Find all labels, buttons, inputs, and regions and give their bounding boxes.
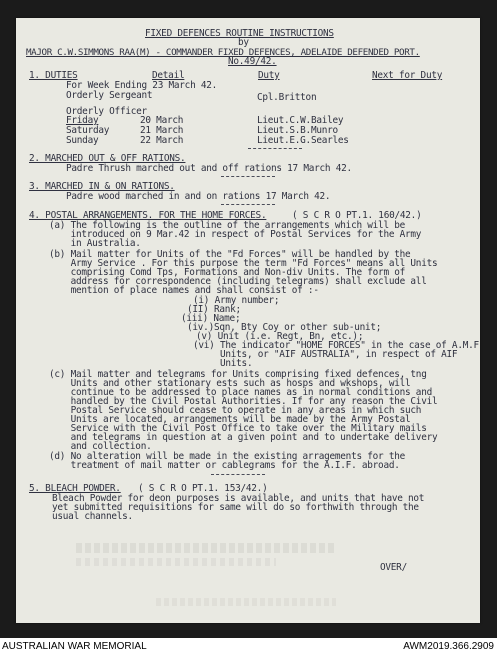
section-4c-line: (c) Mail matter and telegrams for Units comprising fixed defences, tng: [49, 369, 427, 380]
document-author: MAJOR C.W.SIMMONS RAA(M) - COMMANDER FIXED DEFENCES, ADELAIDE DEFENDED PORT.: [26, 47, 420, 58]
footer-accession-number: AWM2019.366.2909: [403, 641, 494, 652]
section-4b-line: Army Service . For this purpose the term "Fd Forces" means all Units: [49, 258, 438, 269]
section-4a-line: in Australia.: [49, 238, 141, 249]
address-list-item: (II) Rank;: [187, 304, 241, 315]
address-list-item: (i) Army number;: [193, 295, 280, 306]
section-4c-line: Postal Service should cease to operate in any areas in which such: [49, 405, 422, 416]
section-5-line: usual channels.: [52, 511, 133, 522]
address-list-item: Units, or "AIF AUSTRALIA", in respect of AIF: [193, 349, 458, 360]
section-3-text: Padre wood marched in and on rations 17 March 42.: [66, 191, 331, 202]
footer-institution: AUSTRALIAN WAR MEMORIAL: [2, 641, 147, 652]
duty-officer: Lieut.E.G.Searles: [257, 135, 349, 146]
over-note: OVER/: [380, 562, 407, 573]
duty-date: 22 March: [140, 135, 184, 146]
section-divider: [211, 474, 265, 475]
address-list-item: (v) Unit (i.e. Regt, Bn, etc.);: [196, 331, 364, 342]
document-by: by: [238, 37, 249, 48]
address-list-item: (iv.)Sqn, Bty Coy or other sub-unit;: [187, 322, 382, 333]
section-4b-line: (b) Mail matter for Units of the "Fd Forces" will be handled by the: [49, 249, 411, 260]
section-4b-line: comprising Comd Tps, Formations and Non-div Units. The form of: [49, 267, 406, 278]
section-divider: [248, 148, 302, 149]
duty-date: 21 March: [140, 125, 184, 136]
section-4c-line: handled by the Civil Postal Authorities. If for any reason the Civil: [49, 396, 438, 407]
address-list-item: (vi) The indicator "HOME FORCES" in the case of A.M.F: [193, 340, 479, 351]
section-4c-line: Service with the Civil Post Office to take over the Military mails: [49, 423, 427, 434]
document-title: FIXED DEFENCES ROUTINE INSTRUCTIONS: [145, 28, 334, 39]
section-4b-line: mention of place names and shall consist of :-: [49, 285, 319, 296]
section-4b-line: address for correspondence (including telegrams) shall exclude all: [49, 276, 427, 287]
address-list-item: Units.: [193, 358, 253, 369]
orderly-sergeant-name: Cpl.Britton: [257, 92, 317, 103]
show-through-mark: [156, 598, 336, 606]
duty-day: Saturday: [66, 125, 110, 136]
week-ending: For Week Ending 23 March 42.: [66, 80, 218, 91]
col-detail: Detail: [152, 70, 185, 81]
duty-officer: Lieut.C.W.Bailey: [257, 115, 344, 126]
col-duty: Duty: [258, 70, 280, 81]
document-page: [16, 18, 480, 623]
address-list-item: (iii) Name;: [181, 313, 241, 324]
section-4c-line: and collection.: [49, 441, 152, 452]
section-4c-line: continue to be addressed to place names as in normal conditions and: [49, 387, 432, 398]
section-4d-line: treatment of mail matter or cablegrams for the A.I.F. abroad.: [49, 460, 400, 471]
section-4-ref: ( S C R O PT.1. 160/42.): [292, 210, 422, 221]
section-5-line: yet submitted requisitions for same will do so forthwith through the: [52, 502, 419, 513]
section-4-heading: 4. POSTAL ARRANGEMENTS. FOR THE HOME FORCES.: [29, 210, 267, 221]
section-4c-line: and telegrams in question at a given point and to undertake delivery: [49, 432, 438, 443]
show-through-mark: [76, 558, 276, 566]
duty-day: Friday: [66, 115, 99, 126]
show-through-mark: [76, 543, 336, 553]
section-4c-line: Units are located, arrangements will be made by the Army Postal: [49, 414, 411, 425]
section-divider: [221, 176, 275, 177]
section-2-text: Padre Thrush marched out and off rations 17 March 42.: [66, 163, 352, 174]
duty-officer: Lieut.S.B.Munro: [257, 125, 338, 136]
orderly-sergeant-label: Orderly Sergeant: [66, 90, 153, 101]
section-3-heading: 3. MARCHED IN & ON RATIONS.: [29, 181, 175, 192]
orderly-officer-label: Orderly Officer: [66, 106, 147, 117]
col-next-for-duty: Next for Duty: [372, 70, 443, 81]
section-5-ref: ( S C R O PT.1. 153/42.): [138, 483, 268, 494]
duty-day: Sunday: [66, 135, 99, 146]
section-divider: [221, 204, 275, 205]
section-4a-line: introduced on 9 Mar.42 in respect of Postal Services for the Army: [49, 229, 422, 240]
document-number: No.49/42.: [228, 56, 277, 67]
section-4a-line: (a) The following is the outline of the arrangements which will be: [49, 220, 406, 231]
duties-heading: 1. DUTIES: [29, 70, 78, 81]
section-4c-line: Units and other stationary ests such as hosps and wkshops, will: [49, 378, 411, 389]
duty-date: 20 March: [140, 115, 184, 126]
section-2-heading: 2. MARCHED OUT & OFF RATIONS.: [29, 153, 186, 164]
section-4d-line: (d) No alteration will be made in the existing arragements for the: [49, 451, 406, 462]
section-5-line: Bleach Powder for deon purposes is available, and units that have not: [52, 493, 425, 504]
section-5-heading: 5. BLEACH POWDER.: [29, 483, 121, 494]
